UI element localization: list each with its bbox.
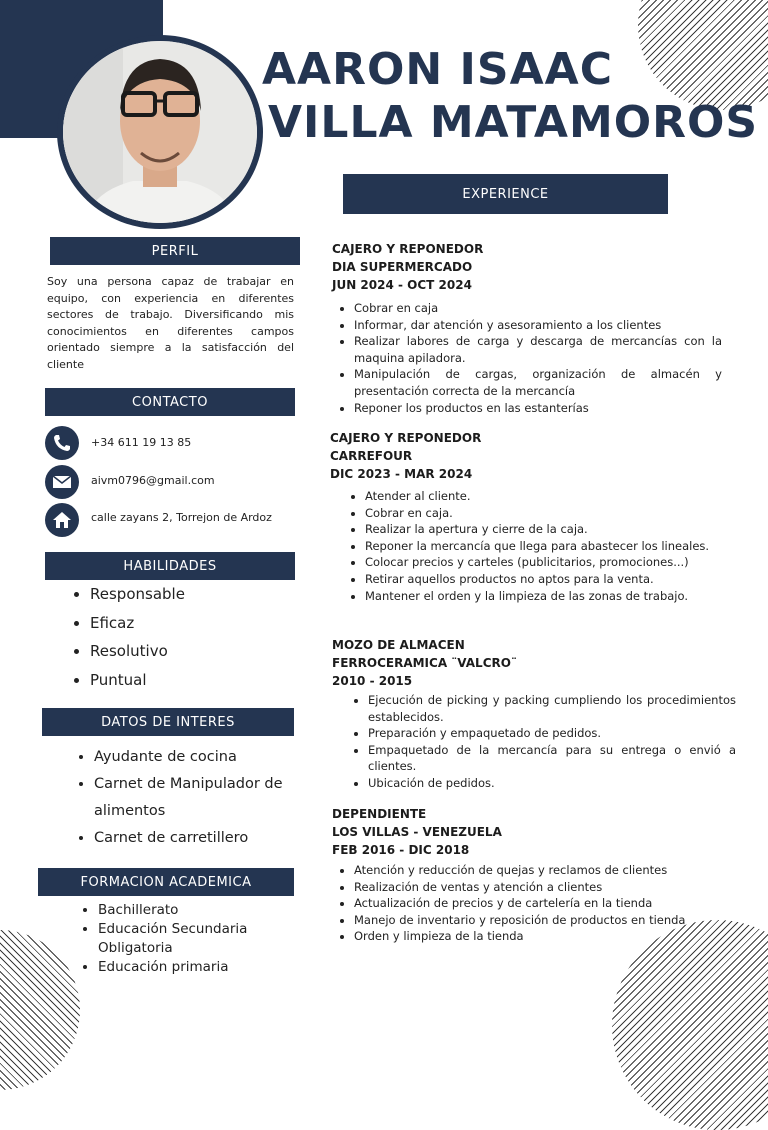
striped-circle-bottom-right xyxy=(612,920,768,1130)
list-item: • Resolutivo xyxy=(90,637,310,666)
list-item: • Carnet de carretillero xyxy=(94,825,309,852)
list-item: • Colocar precios y carteles (publicitarios, promociones...) xyxy=(365,554,733,571)
habilidades-header: HABILIDADES xyxy=(45,552,295,580)
list-item: • Realizar labores de carga y descarga de mercancías con la maquina apiladora. xyxy=(354,333,722,366)
home-icon xyxy=(45,503,79,537)
striped-circle-bottom-left xyxy=(0,930,80,1090)
contact-email: aivm0796@gmail.com xyxy=(91,474,215,487)
list-item: • Ejecución de picking y packing cumpliendo los procedimientos establecidos. xyxy=(368,692,736,725)
list-item: • Puntual xyxy=(90,666,310,695)
list-item: • Reponer la mercancía que llega para abastecer los lineales. xyxy=(365,538,733,555)
contacto-header: CONTACTO xyxy=(45,388,295,416)
list-item: • Actualización de precios y de cartelería en la tienda xyxy=(354,895,732,912)
job-bullets xyxy=(348,692,736,792)
list-item: • Bachillerato xyxy=(98,901,298,920)
striped-circle-top-right xyxy=(638,0,768,110)
job-bullets xyxy=(334,300,722,416)
perfil-text: Soy una persona capaz de trabajar en equipo, con experiencia en diferentes sectores de trabajo. Diversificando mis conocimientos en diferentes campos orientado siempre a la satisfacción del cliente xyxy=(47,275,294,371)
list-item: • Orden y limpieza de la tienda xyxy=(354,928,732,945)
list-item: • Retirar aquellos productos no aptos para la venta. xyxy=(365,571,733,588)
job-entry xyxy=(332,240,712,294)
list-item: • Mantener el orden y la limpieza de las zonas de trabajo. xyxy=(365,588,733,605)
list-item: • Realización de ventas y atención a clientes xyxy=(354,879,732,896)
list-item: • Educación primaria xyxy=(98,958,298,977)
list-item: • Ayudante de cocina xyxy=(94,744,309,771)
mail-icon xyxy=(45,465,79,499)
list-item: • Carnet de Manipulador de alimentos xyxy=(94,771,309,825)
job-bullets xyxy=(345,488,733,604)
list-item: • Cobrar en caja xyxy=(354,300,722,317)
job-entry xyxy=(332,805,712,859)
job-company: DIA SUPERMERCADO xyxy=(332,260,473,274)
job-period: FEB 2016 - DIC 2018 xyxy=(332,843,470,857)
perfil-header: PERFIL xyxy=(50,237,300,265)
job-period: 2010 - 2015 xyxy=(332,674,413,688)
profile-photo xyxy=(63,41,257,223)
list-item: • Eficaz xyxy=(90,609,310,638)
list-item: • Educación Secundaria Obligatoria xyxy=(98,920,298,958)
formacion-header: FORMACION ACADEMICA xyxy=(38,868,294,896)
contact-phone: +34 611 19 13 85 xyxy=(91,436,192,449)
list-item: • Informar, dar atención y asesoramiento a los clientes xyxy=(354,317,722,334)
experience-header: EXPERIENCE xyxy=(343,174,668,214)
job-role: CAJERO Y REPONEDOR xyxy=(330,431,482,445)
job-period: DIC 2023 - MAR 2024 xyxy=(330,467,473,481)
list-item: • Realizar la apertura y cierre de la caja. xyxy=(365,521,733,538)
contact-address: calle zayans 2, Torrejon de Ardoz xyxy=(91,511,272,524)
list-item: • Manejo de inventario y reposición de productos en tienda xyxy=(354,912,732,929)
job-bullets xyxy=(334,862,732,945)
datos-list xyxy=(74,744,309,852)
job-company: FERROCERAMICA ¨VALCRO¨ xyxy=(332,656,517,670)
list-item: • Responsable xyxy=(90,580,310,609)
job-role: CAJERO Y REPONEDOR xyxy=(332,242,484,256)
job-entry xyxy=(332,636,712,690)
list-item: • Atender al cliente. xyxy=(365,488,733,505)
list-item: • Preparación y empaquetado de pedidos. xyxy=(368,725,736,742)
list-item: • Empaquetado de la mercancía para su entrega o envió a clientes. xyxy=(368,742,736,775)
name-line-2: VILLA MATAMOROS xyxy=(268,97,759,148)
phone-icon xyxy=(45,426,79,460)
formacion-list xyxy=(78,901,298,977)
job-company: LOS VILLAS - VENEZUELA xyxy=(332,825,502,839)
name-line-1: AARON ISAAC xyxy=(262,44,613,95)
list-item: • Cobrar en caja. xyxy=(365,505,733,522)
list-item: • Ubicación de pedidos. xyxy=(368,775,736,792)
job-company: CARREFOUR xyxy=(330,449,413,463)
list-item: • Reponer los productos en las estanterías xyxy=(354,400,722,417)
datos-header: DATOS DE INTERES xyxy=(42,708,294,736)
job-entry xyxy=(330,429,710,483)
list-item: • Manipulación de cargas, organización de almacén y presentación correcta de la mercancía xyxy=(354,366,722,399)
job-period: JUN 2024 - OCT 2024 xyxy=(332,278,472,292)
skills-list xyxy=(70,580,310,694)
job-role: DEPENDIENTE xyxy=(332,807,427,821)
job-role: MOZO DE ALMACEN xyxy=(332,638,465,652)
list-item: • Atención y reducción de quejas y reclamos de clientes xyxy=(354,862,732,879)
